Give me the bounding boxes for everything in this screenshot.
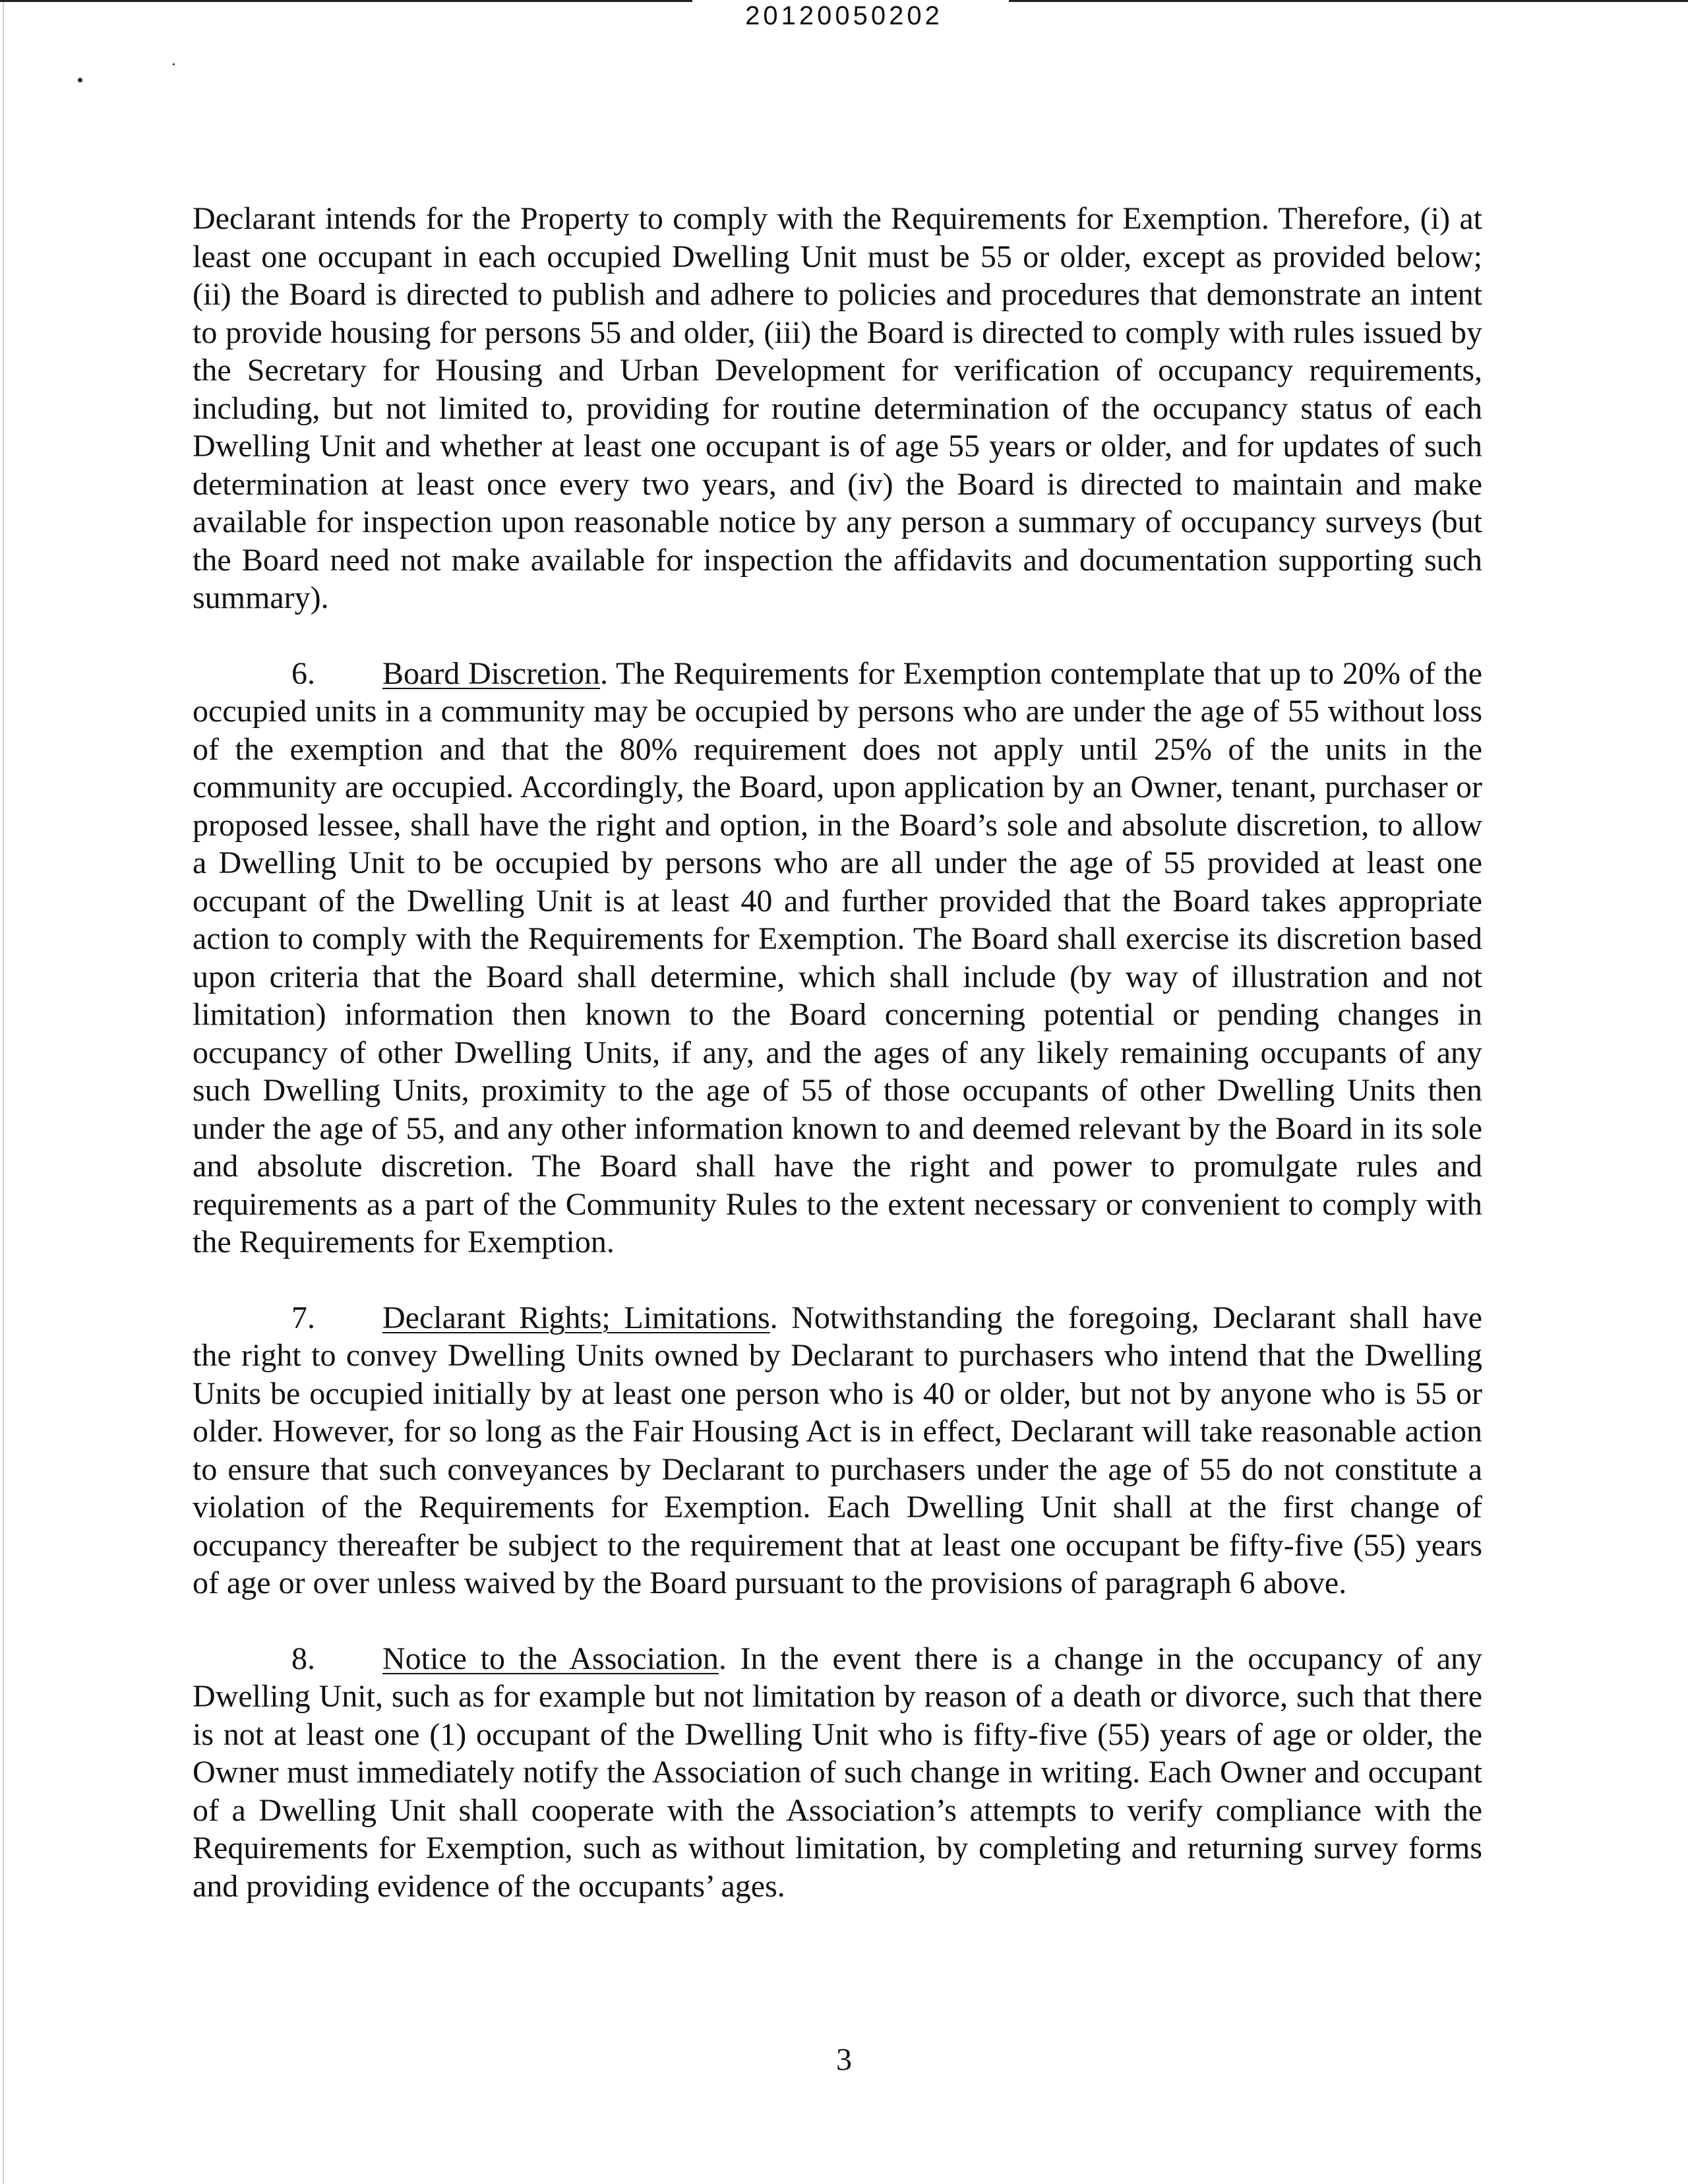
section-number: 6. [291,655,315,691]
intro-paragraph: Declarant intends for the Property to comply with the Requirements for Exemption. Therefore, (i) at least one occupant in each occupied Dwelling Unit must be 55 or older, except as provided below; (ii) the Board is directed to publish and adhere to policies and procedures that demonstrate an intent to provide housing for persons 55 and older, (iii) the Board is directed to comply with rules issued by the Secretary for Housing and Urban Development for verification of occupancy requirements, including, but not limited to, providing for routine determination of the occupancy status of each Dwelling Unit and whether at least one occupant is of age 55 years or older, and for updates of such determination at least once every two years, and (iv) the Board is directed to maintain and make available for inspection upon reasonable notice by any person a summary of occupancy surveys (but the Board need not make available for inspection the affidavits and documentation supporting such summary). [193,201,1482,615]
section-heading: Declarant Rights; Limitations [382,1300,770,1335]
section-text: In the event there is a change in the occupancy of any Dwelling Unit, such as for example but not limitation by reason of a death or divorce, such that there is not at least one (1) occupant of the Dwelling Unit who is fifty-five (55) years of age or older, the Owner must immediately notify the Association of such change in writing. Each Owner and occupant of a Dwelling Unit shall cooperate with the Association’s attempts to verify compliance with the Requirements for Exemption, such as without limitation, by completing and returning survey forms and providing evidence of the occupants’ ages. [193,1641,1483,1904]
recording-number: 20120050202 [745,1,943,30]
scan-edge-line [3,0,4,2184]
section-heading: Notice to the Association [382,1641,719,1676]
section-7-paragraph: 7. Declarant Rights; Limitations. Notwithstanding the foregoing, Declarant shall have the right to convey Dwelling Units owned by Declarant to purchasers who intend that the Dwelling Units be occupied initially by at least one person who is 40 or older, but not by anyone who is 55 or older. However, for so long as the Fair Housing Act is in effect, Declarant will take reasonable action to ensure that such conveyances by Declarant to purchasers under the age of 55 do not constitute a violation of the Requirements for Exemption. Each Dwelling Unit shall at the first change of occupancy thereafter be subject to the requirement that at least one occupant be fifty-five (55) years of age or over unless waived by the Board pursuant to the provisions of paragraph 6 above. [193,1300,1483,1600]
page-number: 3 [836,2042,852,2077]
section-number: 7. [291,1300,315,1335]
scan-speck [78,78,82,82]
document-body [193,200,1482,1943]
scan-speck [173,63,175,65]
section-heading: Board Discretion [382,655,601,691]
section-text: The Requirements for Exemption contemplate that up to 20% of the occupied units in a community may be occupied by persons who are under the age of 55 without loss of the exemption and that the 80% requirement does not apply until 25% of the units in the community are occupied. Accordingly, the Board, upon application by an Owner, tenant, purchaser or proposed lessee, shall have the right and option, in the Board’s sole and absolute discretion, to allow a Dwelling Unit to be occupied by persons who are all under the age of 55 provided at least one occupant of the Dwelling Unit is at least 40 and further provided that the Board takes appropriate action to comply with the Requirements for Exemption. The Board shall exercise its discretion based upon criteria that the Board shall determine, which shall include (by way of illustration and not limitation) information then known to the Board concerning potential or pending changes in occupancy of other Dwelling Units, if any, and the ages of any likely remaining occupants of any such Dwelling Units, proximity to the age of 55 of those occupants of other Dwelling Units then under the age of 55, and any other information known to and deemed relevant by the Board in its sole and absolute discretion. The Board shall have the right and power to promulgate rules and requirements as a part of the Community Rules to the extent necessary or convenient to comply with the Requirements for Exemption. [193,655,1483,1259]
section-number: 8. [291,1641,315,1676]
section-6-paragraph: 6. Board Discretion. The Requirements for Exemption contemplate that up to 20% of the occupied units in a community may be occupied by persons who are under the age of 55 without loss of the exemption and that the 80% requirement does not apply until 25% of the units in the community are occupied. Accordingly, the Board, upon application by an Owner, tenant, purchaser or proposed lessee, shall have the right and option, in the Board’s sole and absolute discretion, to allow a Dwelling Unit to be occupied by persons who are all under the age of 55 provided at least one occupant of the Dwelling Unit is at least 40 and further provided that the Board takes appropriate action to comply with the Requirements for Exemption. The Board shall exercise its discretion based upon criteria that the Board shall determine, which shall include (by way of illustration and not limitation) information then known to the Board concerning potential or pending changes in occupancy of other Dwelling Units, if any, and the ages of any likely remaining occupants of any such Dwelling Units, proximity to the age of 55 of those occupants of other Dwelling Units then under the age of 55, and any other information known to and deemed relevant by the Board in its sole and absolute discretion. The Board shall have the right and power to promulgate rules and requirements as a part of the Community Rules to the extent necessary or convenient to comply with the Requirements for Exemption. [193,655,1483,1259]
section-text: Notwithstanding the foregoing, Declarant shall have the right to convey Dwelling Units owned by Declarant to purchasers who intend that the Dwelling Units be occupied initially by at least one person who is 40 or older, but not by anyone who is 55 or older. However, for so long as the Fair Housing Act is in effect, Declarant will take reasonable action to ensure that such conveyances by Declarant to purchasers under the age of 55 do not constitute a violation of the Requirements for Exemption. Each Dwelling Unit shall at the first change of occupancy thereafter be subject to the requirement that at least one occupant be fifty-five (55) years of age or over unless waived by the Board pursuant to the provisions of paragraph 6 above. [193,1300,1483,1600]
section-8-paragraph: 8. Notice to the Association. In the event there is a change in the occupancy of any Dwelling Unit, such as for example but not limitation by reason of a death or divorce, such that there is not at least one (1) occupant of the Dwelling Unit who is fifty-five (55) years of age or older, the Owner must immediately notify the Association of such change in writing. Each Owner and occupant of a Dwelling Unit shall cooperate with the Association’s attempts to verify compliance with the Requirements for Exemption, such as without limitation, by completing and returning survey forms and providing evidence of the occupants’ ages. [193,1641,1483,1904]
